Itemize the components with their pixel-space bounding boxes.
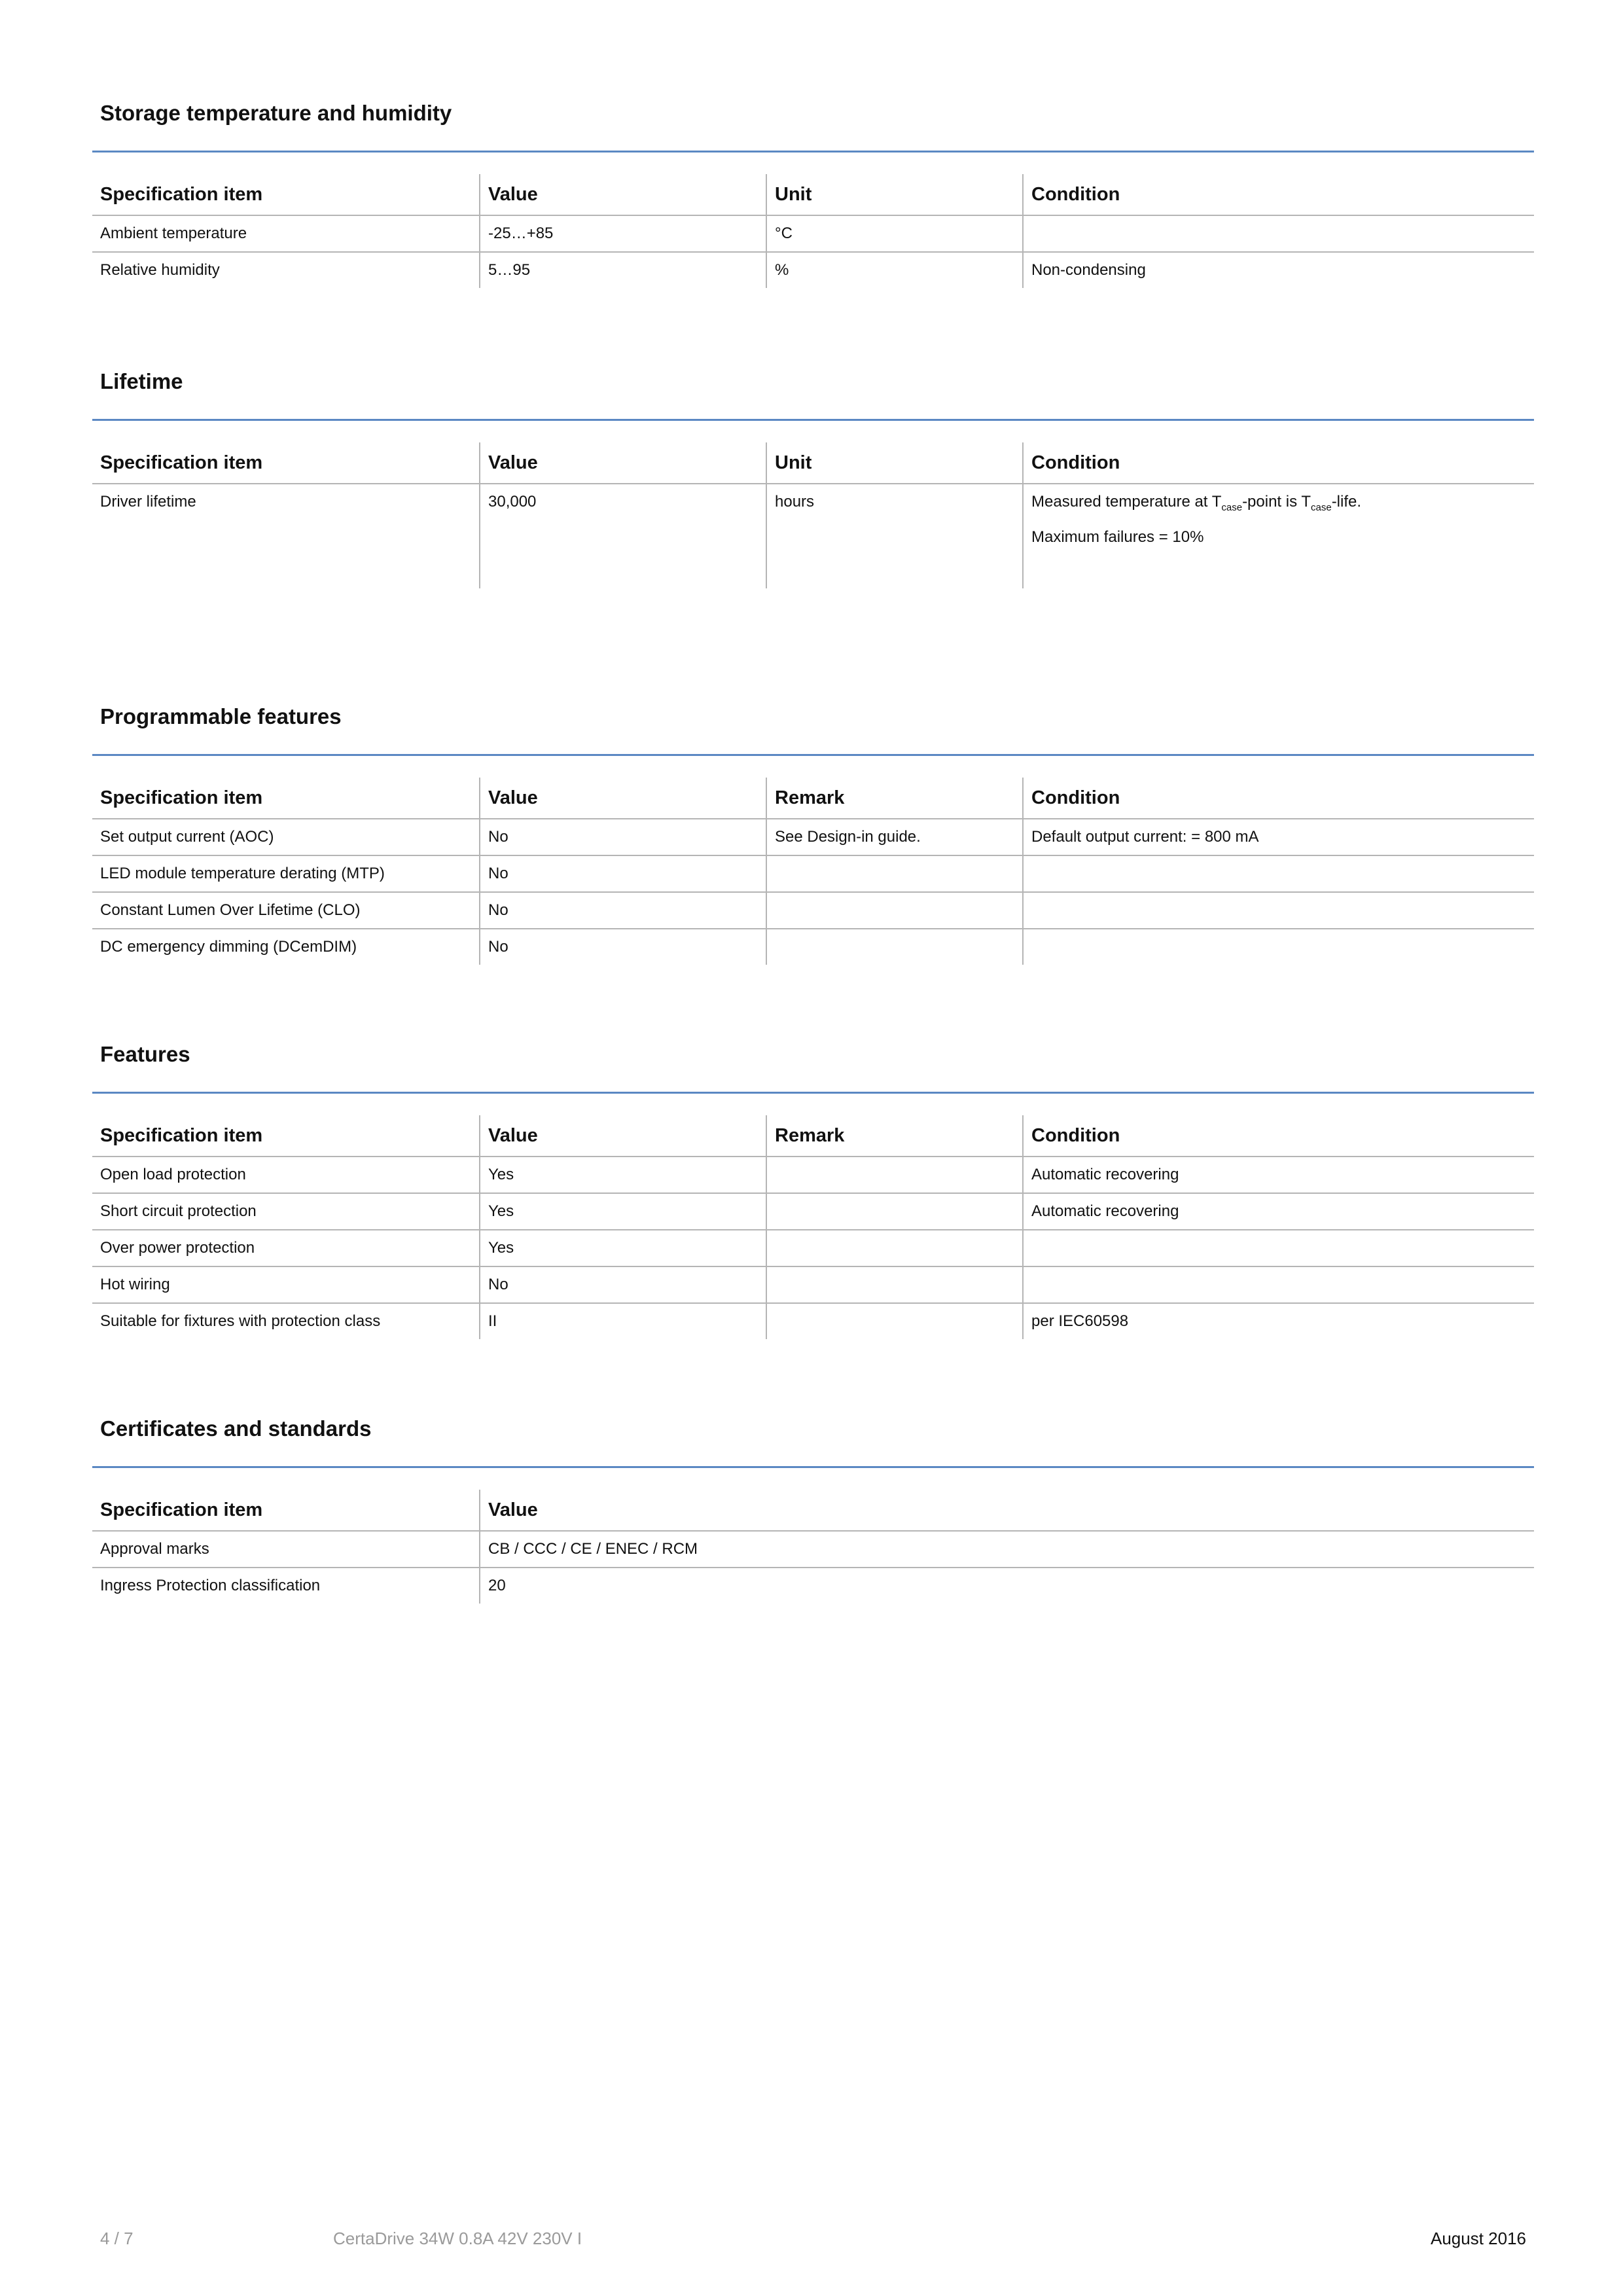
table-cell <box>1023 1230 1534 1266</box>
table-cell: -25…+85 <box>480 215 766 252</box>
spec-table <box>92 174 1534 288</box>
table-header-row <box>92 442 1534 484</box>
table-cell: Ambient temperature <box>92 215 480 252</box>
table-cell: Set output current (AOC) <box>92 819 480 855</box>
table-cell: hours <box>766 484 1023 588</box>
table-cell: % <box>766 252 1023 288</box>
condition-text: -point is T <box>1242 493 1311 511</box>
table-row <box>92 1531 1534 1568</box>
column-header: Specification item <box>92 1115 480 1157</box>
table-header-row <box>92 1490 1534 1531</box>
spec-table <box>92 778 1534 965</box>
column-header: Value <box>480 1115 766 1157</box>
table-cell: Ingress Protection classification <box>100 1577 321 1594</box>
section-certificates <box>92 1407 1534 1604</box>
table-header-row <box>92 174 1534 215</box>
table-cell: Suitable for fixtures with protection class <box>100 1312 381 1330</box>
table-row <box>92 215 1534 252</box>
table-cell <box>766 1303 1023 1339</box>
table-cell: LED module temperature derating (MTP) <box>92 855 480 892</box>
table-cell: Short circuit protection <box>92 1193 480 1230</box>
table-cell: DC emergency dimming (DCemDIM) <box>100 938 357 956</box>
subscript: case <box>1311 501 1332 513</box>
table-cell <box>1023 892 1534 929</box>
spec-table <box>92 442 1534 588</box>
condition-text: -life. <box>1331 493 1362 511</box>
table-cell: No <box>480 819 766 855</box>
table-cell: Yes <box>480 1230 766 1266</box>
table-cell <box>1023 929 1534 965</box>
table-header-row <box>92 1115 1534 1157</box>
table-cell <box>766 1266 1023 1303</box>
page-number: 4 / 7 <box>100 2229 134 2248</box>
table-cell: II <box>480 1303 766 1339</box>
section-storage <box>92 92 1534 288</box>
table-row <box>92 855 1534 892</box>
table-cell: 30,000 <box>480 484 766 588</box>
section-title: Programmable features <box>92 695 1534 756</box>
table-cell <box>1023 1266 1534 1303</box>
column-header: Specification item <box>92 174 480 215</box>
table-cell-condition <box>1023 484 1534 588</box>
table-cell: Driver lifetime <box>100 493 196 511</box>
column-header: Value <box>480 174 766 215</box>
table-cell: Yes <box>480 1193 766 1230</box>
table-cell <box>1023 215 1534 252</box>
column-header: Unit <box>766 442 1023 484</box>
subscript: case <box>1221 501 1243 513</box>
column-header: Condition <box>1023 174 1534 215</box>
table-row <box>92 484 1534 588</box>
table-cell: Default output current: = 800 mA <box>1023 819 1534 855</box>
table-cell: Over power protection <box>92 1230 480 1266</box>
spec-table <box>92 1115 1534 1339</box>
table-cell <box>766 1230 1023 1266</box>
section-features <box>92 1033 1534 1339</box>
table-row <box>92 1266 1534 1303</box>
column-header: Value <box>480 1490 1534 1531</box>
table-cell: No <box>480 855 766 892</box>
table-cell: Relative humidity <box>100 261 220 279</box>
spec-table <box>92 1490 1534 1604</box>
table-cell: CB / CCC / CE / ENEC / RCM <box>480 1531 1534 1568</box>
table-cell: No <box>480 929 766 965</box>
condition-line <box>1031 484 1526 520</box>
column-header: Condition <box>1023 1115 1534 1157</box>
table-row <box>92 819 1534 855</box>
section-title: Lifetime <box>92 360 1534 421</box>
table-row <box>92 1230 1534 1266</box>
section-programmable-features <box>92 695 1534 965</box>
table-row <box>92 892 1534 929</box>
table-cell <box>766 1157 1023 1193</box>
table-row <box>92 1303 1534 1339</box>
table-row <box>92 1568 1534 1604</box>
table-header-row <box>92 778 1534 819</box>
table-cell <box>766 1193 1023 1230</box>
table-cell: Hot wiring <box>92 1266 480 1303</box>
table-cell: Automatic recovering <box>1023 1193 1534 1230</box>
table-cell: per IEC60598 <box>1023 1303 1534 1339</box>
table-cell: 20 <box>480 1568 1534 1604</box>
table-cell: No <box>480 1266 766 1303</box>
table-cell: Approval marks <box>92 1531 480 1568</box>
column-header: Condition <box>1023 778 1534 819</box>
column-header: Remark <box>766 778 1023 819</box>
document-date: August 2016 <box>1430 2229 1526 2248</box>
table-cell: Open load protection <box>92 1157 480 1193</box>
table-cell <box>1023 855 1534 892</box>
column-header: Value <box>480 442 766 484</box>
column-header: Specification item <box>92 1490 480 1531</box>
table-row <box>92 252 1534 288</box>
section-lifetime <box>92 360 1534 588</box>
table-row <box>92 1193 1534 1230</box>
section-title: Storage temperature and humidity <box>92 92 1534 152</box>
column-header: Specification item <box>92 778 480 819</box>
table-cell: Non-condensing <box>1023 252 1534 288</box>
table-cell: Constant Lumen Over Lifetime (CLO) <box>92 892 480 929</box>
table-cell: °C <box>766 215 1023 252</box>
table-row <box>92 929 1534 965</box>
column-header: Remark <box>766 1115 1023 1157</box>
condition-text: Measured temperature at T <box>1031 493 1222 511</box>
table-cell <box>766 892 1023 929</box>
table-cell <box>766 855 1023 892</box>
table-cell: No <box>480 892 766 929</box>
section-title: Certificates and standards <box>92 1407 1534 1468</box>
column-header: Value <box>480 778 766 819</box>
table-cell: 5…95 <box>480 252 766 288</box>
table-cell <box>766 929 1023 965</box>
column-header: Condition <box>1023 442 1534 484</box>
table-cell: Yes <box>480 1157 766 1193</box>
table-row <box>92 1157 1534 1193</box>
column-header: Specification item <box>92 442 480 484</box>
product-name: CertaDrive 34W 0.8A 42V 230V I <box>333 2229 582 2248</box>
page-footer <box>92 2229 1534 2252</box>
column-header: Unit <box>766 174 1023 215</box>
condition-line: Maximum failures = 10% <box>1031 528 1204 546</box>
section-title: Features <box>92 1033 1534 1094</box>
table-cell: See Design-in guide. <box>766 819 1023 855</box>
table-cell: Automatic recovering <box>1023 1157 1534 1193</box>
